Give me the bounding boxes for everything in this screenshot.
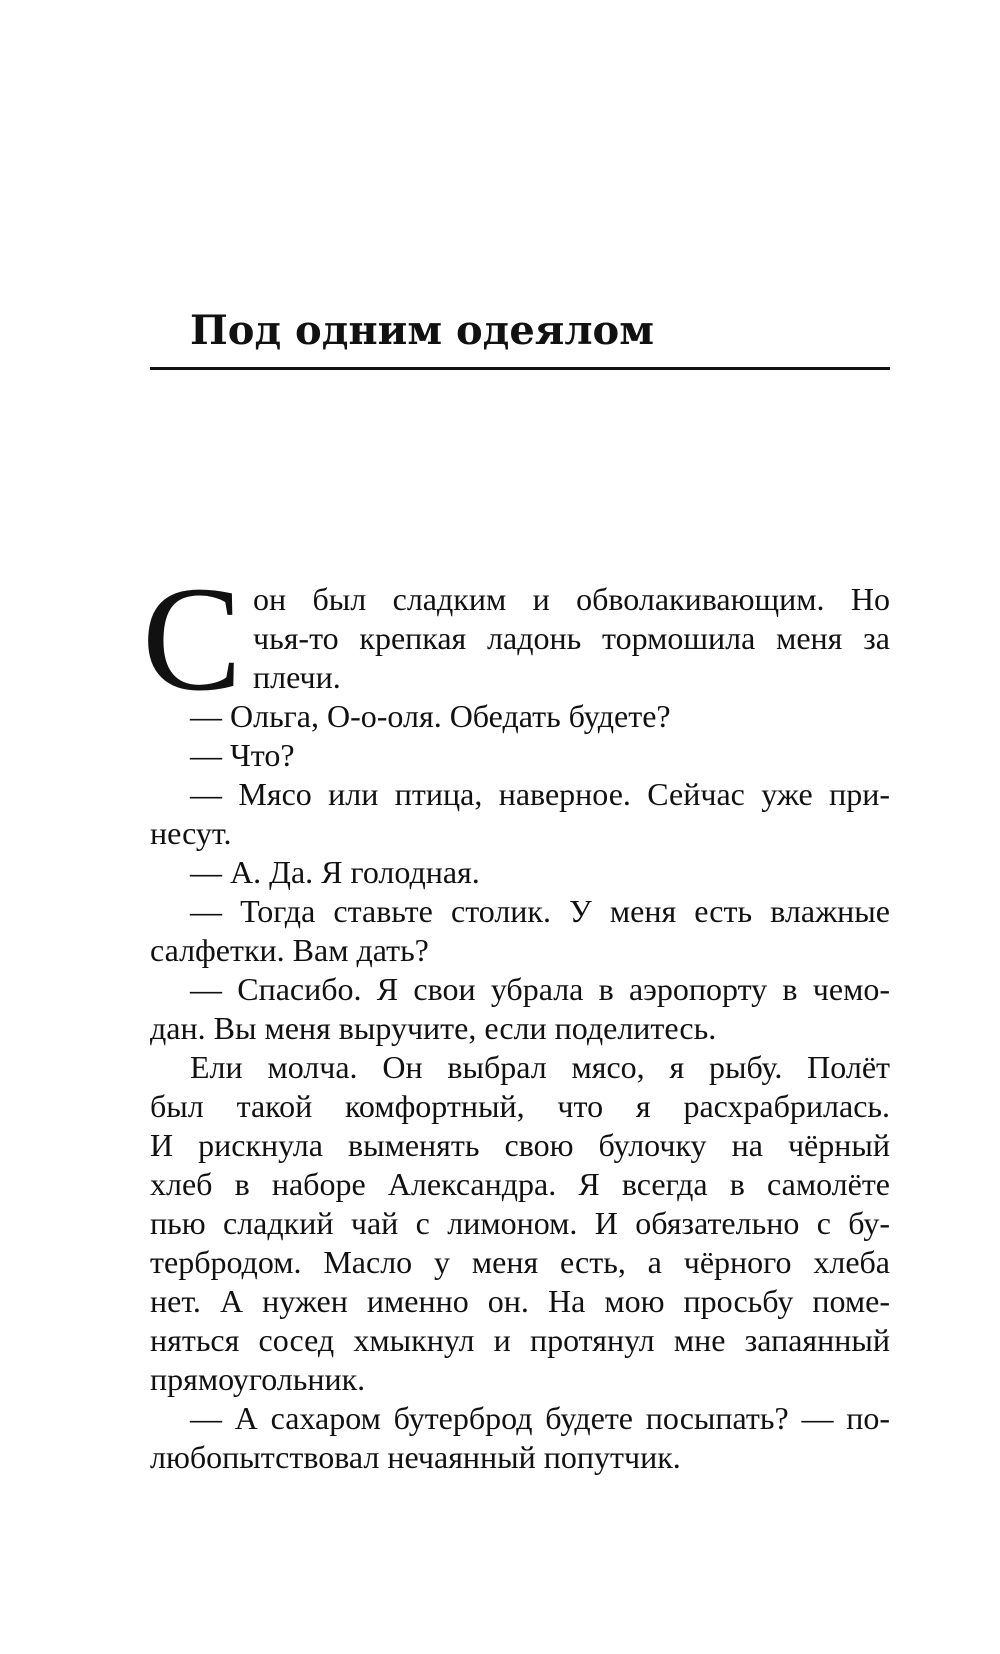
text-line: — Тогда ставьте столик. У меня есть влажные: [190, 893, 890, 929]
title-underline: [150, 367, 890, 370]
drop-cap: С: [142, 556, 243, 722]
text-line: няться сосед хмыкнул и протянул мне запаянный: [150, 1322, 890, 1358]
text-line: любопытствовал нечаянный попутчик.: [150, 1439, 681, 1475]
text-line: — А. Да. Я голодная.: [190, 854, 480, 890]
text-line: — Мясо или птица, наверное. Сейчас уже при-: [190, 776, 890, 812]
text-line: Ели молча. Он выбрал мясо, я рыбу. Полёт: [190, 1049, 890, 1085]
text-line: плечи.: [253, 659, 341, 695]
text-line: пью сладкий чай с лимоном. И обязательно с бу-: [150, 1205, 890, 1241]
text-line: был такой комфортный, что я расхрабрилась.: [150, 1088, 890, 1124]
text-line: И рискнула выменять свою булочку на чёрный: [150, 1127, 890, 1163]
text-line: хлеб в наборе Александра. Я всегда в самолёте: [150, 1166, 890, 1202]
text-line: салфетки. Вам дать?: [150, 932, 429, 968]
chapter-title: Под одним одеялом: [190, 307, 654, 354]
text-line: нет. А нужен именно он. На мою просьбу поме-: [150, 1283, 890, 1319]
text-line: — Ольга, О-о-оля. Обедать будете?: [190, 698, 671, 734]
text-line: — А сахаром бутерброд будете посыпать? — по-: [190, 1400, 890, 1436]
text-line: несут.: [150, 815, 232, 851]
text-line: чья-то крепкая ладонь тормошила меня за: [253, 620, 890, 656]
body-text: [150, 580, 890, 1477]
text-line: — Спасибо. Я свои убрала в аэропорту в чемо-: [190, 971, 890, 1007]
text-line: дан. Вы меня выручите, если поделитесь.: [150, 1010, 717, 1046]
text-line: прямоугольник.: [150, 1361, 366, 1397]
text-line: тербродом. Масло у меня есть, а чёрного хлеба: [150, 1244, 890, 1280]
text-line: он был сладким и обволакивающим. Но: [253, 581, 890, 617]
text-line: — Что?: [190, 737, 295, 773]
